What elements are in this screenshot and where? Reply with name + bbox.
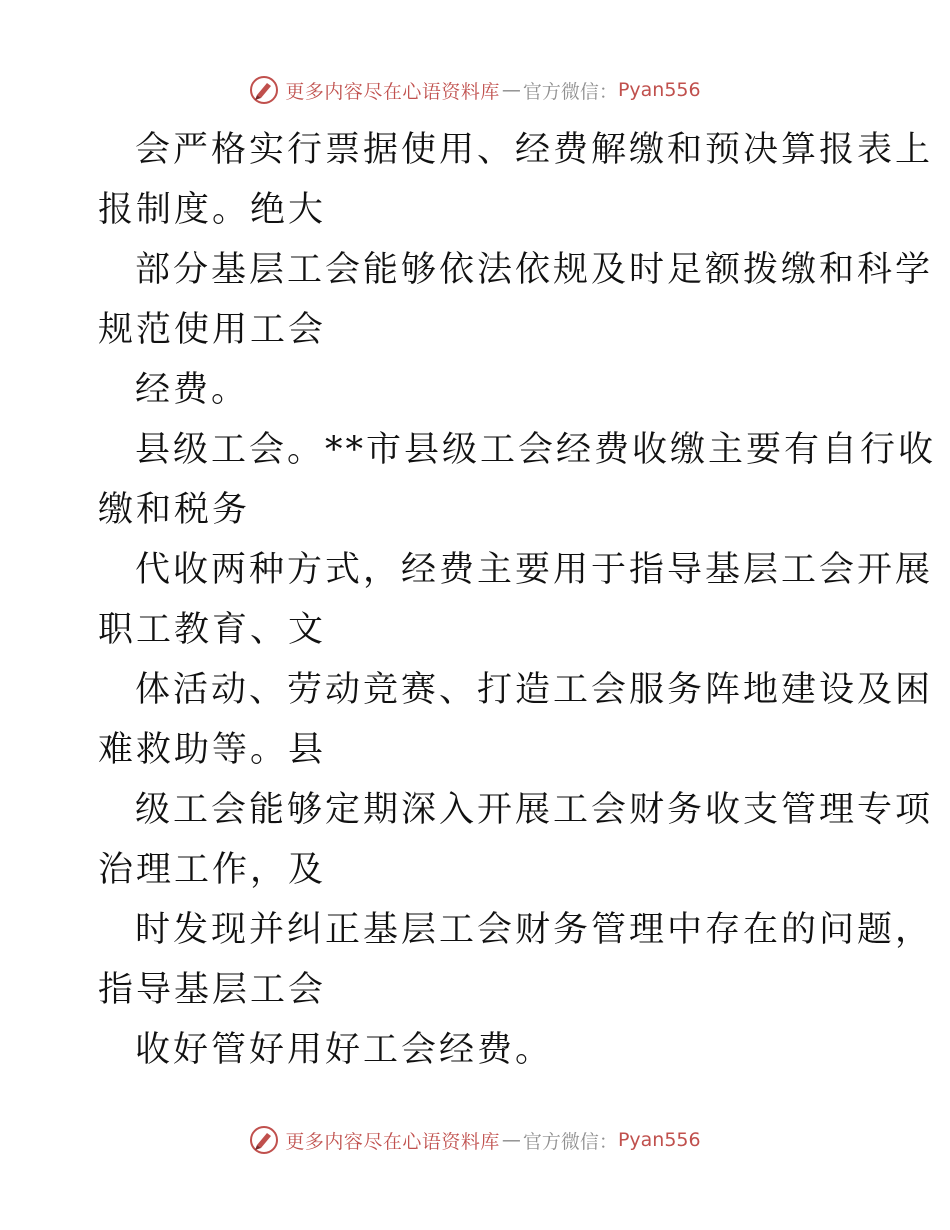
- paragraph-line: 时发现并纠正基层工会财务管理中存在的问题，: [135, 910, 934, 950]
- header-watermark: [0, 72, 950, 108]
- paragraph-line: 指导基层工会: [98, 970, 327, 1010]
- paragraph-line: 体活动、劳动竞赛、打造工会服务阵地建设及困: [135, 670, 934, 710]
- watermark-dash: —: [501, 79, 521, 101]
- paragraph-line: 县级工会。**市县级工会经费收缴主要有自行收: [135, 430, 937, 470]
- paragraph-line: 规范使用工会: [98, 310, 327, 350]
- watermark-wechat-label: 官方微信：: [522, 1130, 618, 1153]
- watermark-wechat-id: Pyan556: [617, 79, 701, 101]
- watermark-wechat-id: Pyan556: [617, 1129, 701, 1151]
- watermark-text: 更多内容尽在心语资料库: [285, 1130, 500, 1153]
- watermark-text: 更多内容尽在心语资料库: [285, 80, 500, 103]
- paragraph-line: 治理工作，及: [98, 850, 327, 890]
- paragraph-line: 报制度。绝大: [98, 190, 327, 230]
- watermark-wechat-label: 官方微信：: [522, 80, 618, 103]
- document-body: [98, 120, 937, 1080]
- watermark-logo-icon: [249, 75, 279, 105]
- paragraph-line: 部分基层工会能够依法依规及时足额拨缴和科学: [135, 250, 934, 290]
- watermark-dash: —: [501, 1129, 521, 1151]
- paragraph-line: 经费。: [135, 370, 250, 410]
- footer-watermark: [0, 1122, 950, 1158]
- watermark-logo-icon: [249, 1125, 279, 1155]
- paragraph-line: 代收两种方式，经费主要用于指导基层工会开展: [135, 550, 934, 590]
- paragraph-line: 收好管好用好工会经费。: [135, 1030, 554, 1070]
- paragraph-line: 职工教育、文: [98, 610, 327, 650]
- paragraph-line: 缴和税务: [98, 490, 251, 530]
- paragraph-line: 会严格实行票据使用、经费解缴和预决算报表上: [135, 130, 934, 170]
- paragraph-line: 级工会能够定期深入开展工会财务收支管理专项: [135, 790, 934, 830]
- paragraph-line: 难救助等。县: [98, 730, 327, 770]
